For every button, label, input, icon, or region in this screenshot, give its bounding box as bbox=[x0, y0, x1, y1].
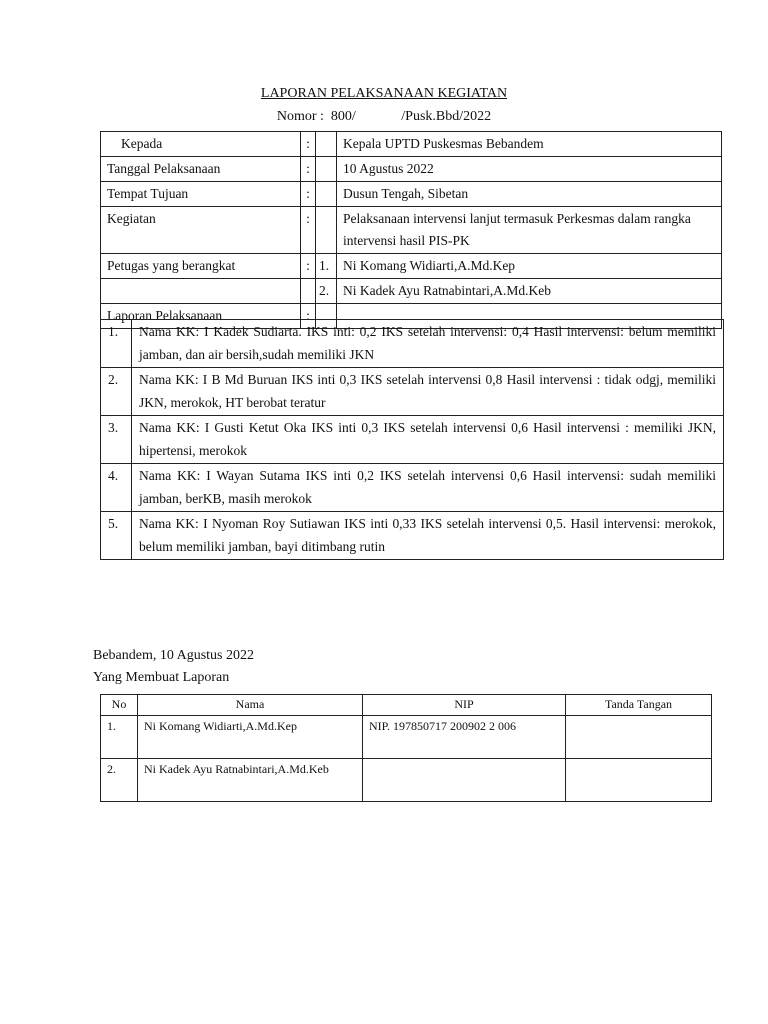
report-number: 4. bbox=[101, 464, 132, 512]
header-no: No bbox=[101, 695, 138, 716]
info-row-tanggal bbox=[101, 157, 722, 182]
report-row bbox=[101, 416, 724, 464]
signature-header-row bbox=[101, 695, 712, 716]
report-maker-label: Yang Membuat Laporan bbox=[93, 670, 230, 685]
report-number: 3. bbox=[101, 416, 132, 464]
header-tanda-tangan: Tanda Tangan bbox=[566, 695, 712, 716]
petugas-name: Ni Kadek Ayu Ratnabintari,A.Md.Keb bbox=[337, 279, 722, 304]
colon: : bbox=[301, 132, 316, 157]
report-row bbox=[101, 512, 724, 560]
petugas-label: Petugas yang berangkat bbox=[101, 254, 301, 279]
header-nip: NIP bbox=[363, 695, 566, 716]
report-table bbox=[100, 319, 724, 560]
tanggal-label: Tanggal Pelaksanaan bbox=[101, 157, 301, 182]
petugas-name: Ni Komang Widiarti,A.Md.Kep bbox=[337, 254, 722, 279]
info-row-tujuan bbox=[101, 182, 722, 207]
petugas-number: 2. bbox=[316, 279, 337, 304]
kepada-value: Kepala UPTD Puskesmas Bebandem bbox=[337, 132, 722, 157]
tujuan-value: Dusun Tengah, Sibetan bbox=[337, 182, 722, 207]
report-text: Nama KK: I B Md Buruan IKS inti 0,3 IKS setelah intervensi 0,8 Hasil intervensi : tidak odgj, memiliki JKN, merokok, HT berobat teratur bbox=[132, 368, 724, 416]
empty-cell bbox=[301, 279, 316, 304]
header-nama: Nama bbox=[138, 695, 363, 716]
colon: : bbox=[301, 182, 316, 207]
info-row-petugas-2 bbox=[101, 279, 722, 304]
colon: : bbox=[301, 304, 316, 329]
tujuan-label: Tempat Tujuan bbox=[101, 182, 301, 207]
report-number: 2. bbox=[101, 368, 132, 416]
report-text: Nama KK: I Wayan Sutama IKS inti 0,2 IKS setelah intervensi 0,6 Hasil intervensi: sudah memiliki jamban, berKB, masih merokok bbox=[132, 464, 724, 512]
kegiatan-label: Kegiatan bbox=[101, 207, 301, 254]
empty-cell bbox=[101, 279, 301, 304]
report-row bbox=[101, 368, 724, 416]
signature-name: Ni Kadek Ayu Ratnabintari,A.Md.Keb bbox=[138, 759, 363, 802]
report-row bbox=[101, 464, 724, 512]
signature-no: 1. bbox=[101, 716, 138, 759]
signature-nip bbox=[363, 759, 566, 802]
signature-nip: NIP. 197850717 200902 2 006 bbox=[363, 716, 566, 759]
signature-cell bbox=[566, 716, 712, 759]
report-text: Nama KK: I Nyoman Roy Sutiawan IKS inti 0,33 IKS setelah intervensi 0,5. Hasil intervensi: merokok, belum memiliki jamban, bayi ditimbang rutin bbox=[132, 512, 724, 560]
empty-cell bbox=[316, 207, 337, 254]
colon: : bbox=[301, 207, 316, 254]
kegiatan-value: Pelaksanaan intervensi lanjut termasuk Perkesmas dalam rangka intervensi hasil PIS-PK bbox=[337, 207, 722, 254]
report-row bbox=[101, 320, 724, 368]
place-date: Bebandem, 10 Agustus 2022 bbox=[93, 648, 254, 663]
document-number: Nomor : 800/ /Pusk.Bbd/2022 bbox=[276, 109, 492, 124]
petugas-number: 1. bbox=[316, 254, 337, 279]
signature-row bbox=[101, 716, 712, 759]
signature-row bbox=[101, 759, 712, 802]
info-row-kegiatan bbox=[101, 207, 722, 254]
report-text: Nama KK: I Kadek Sudiarta. IKS inti: 0,2 IKS setelah intervensi: 0,4 Hasil intervensi: belum memiliki jamban, dan air bersih,sudah memiliki JKN bbox=[132, 320, 724, 368]
report-number: 1. bbox=[101, 320, 132, 368]
signature-table bbox=[100, 694, 712, 802]
kepada-label: Kepada bbox=[101, 132, 301, 157]
report-text: Nama KK: I Gusti Ketut Oka IKS inti 0,3 IKS setelah intervensi 0,6 Hasil intervensi : memiliki JKN, hipertensi, merokok bbox=[132, 416, 724, 464]
empty-cell bbox=[316, 132, 337, 157]
signature-no: 2. bbox=[101, 759, 138, 802]
colon: : bbox=[301, 254, 316, 279]
colon: : bbox=[301, 157, 316, 182]
info-row-kepada bbox=[101, 132, 722, 157]
signature-name: Ni Komang Widiarti,A.Md.Kep bbox=[138, 716, 363, 759]
empty-cell bbox=[316, 157, 337, 182]
signature-cell bbox=[566, 759, 712, 802]
document-title: LAPORAN PELAKSANAAN KEGIATAN bbox=[260, 86, 508, 101]
info-row-petugas-1 bbox=[101, 254, 722, 279]
empty-cell bbox=[316, 182, 337, 207]
laporan-label: Laporan Pelaksanaan bbox=[101, 304, 301, 329]
tanggal-value: 10 Agustus 2022 bbox=[337, 157, 722, 182]
info-table bbox=[100, 131, 722, 329]
report-number: 5. bbox=[101, 512, 132, 560]
